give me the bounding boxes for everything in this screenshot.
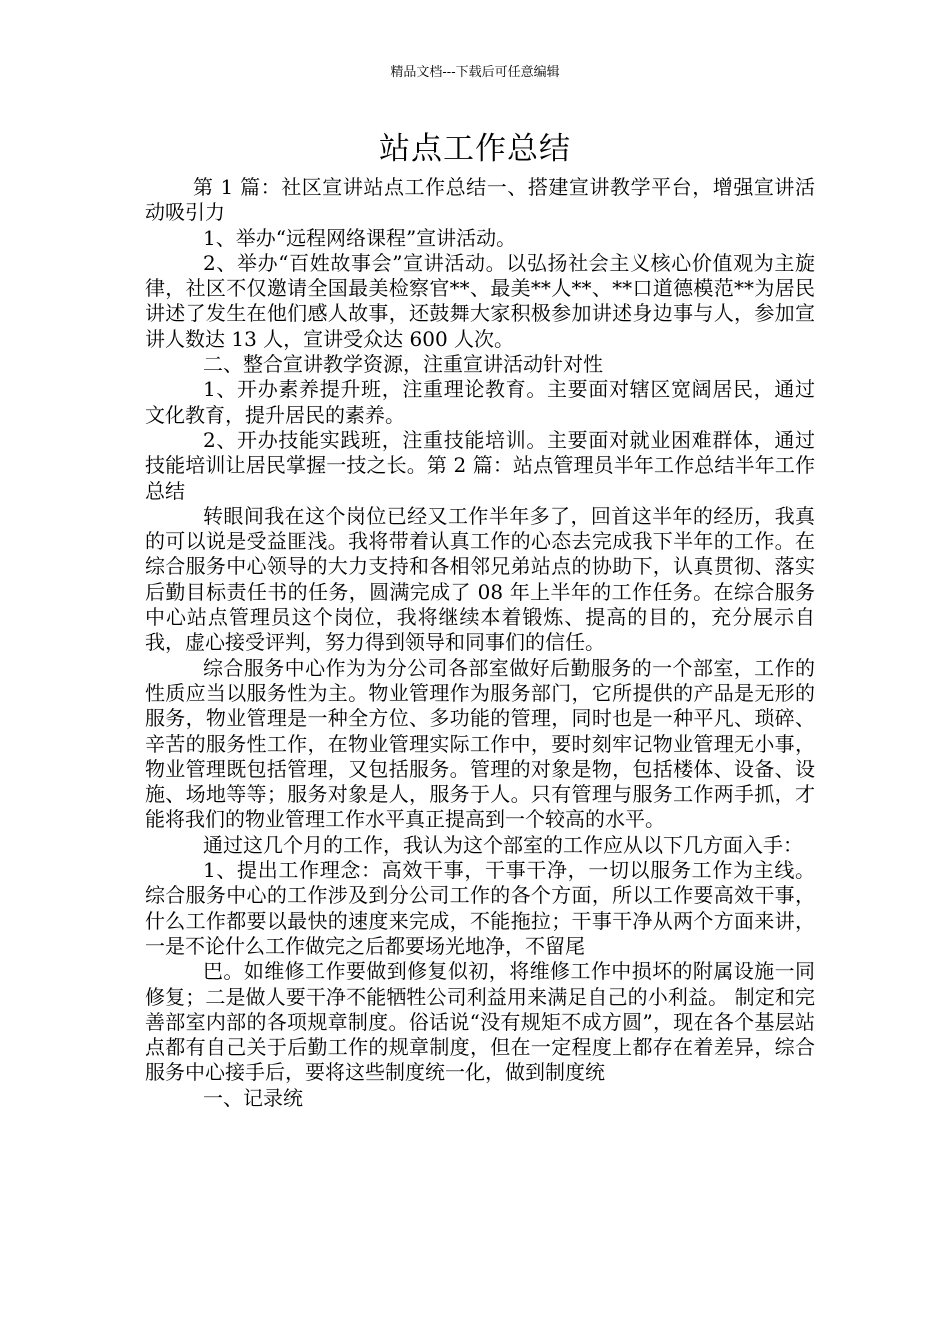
document-title: 站点工作总结 — [379, 131, 571, 167]
paragraph-12: 一、记录统 — [203, 1085, 303, 1110]
paragraph-3: 2、举办“百姓故事会”宣讲活动。以弘扬社会主义核心价值观为主旋律，社区不仅邀请全国最美检察官**、最美**人**、**口道德模范**为居民讲述了发生在他们感人故事，还鼓舞大家积极参加讲述身边事与人，参加宣讲人数达 13 人，宣讲受众达 600 人次。 — [145, 250, 815, 351]
page-header: 精品文档---下载后可任意编辑 — [390, 65, 560, 80]
document-body — [145, 175, 815, 1111]
paragraph-10: 1、提出工作理念：高效干事，干事干净，一切以服务工作为主线。综合服务中心的工作涉及到分公司工作的各个方面，所以工作要高效干事，什么工作都要以最快的速度来完成，不能拖拉；干事干净从两个方面来讲，一是不论什么工作做完之后都要场光地净，不留尾 — [145, 858, 815, 958]
paragraph-4: 二、整合宣讲教学资源，注重宣讲活动针对性 — [203, 352, 603, 377]
paragraph-6: 2、开办技能实践班，注重技能培训。主要面对就业困难群体，通过技能培训让居民掌握一技之长。第 2 篇：站点管理员半年工作总结半年工作总结 — [145, 427, 815, 503]
paragraph-1: 第 1 篇：社区宣讲站点工作总结一、搭建宣讲教学平台，增强宣讲活动吸引力 — [145, 175, 815, 225]
paragraph-11: 巴。如维修工作要做到修复似初，将维修工作中损坏的附属设施一同修复；二是做人要干净不能牺牲公司利益用来满足自己的小利益。 制定和完善部室内部的各项规章制度。俗话说“没有规矩不成方圆”，现在各个基层站点都有自己关于后勤工作的规章制度，但在一定程度上都存在着差异，综合服务中心接手后，要将这些制度统一化，做到制度统 — [145, 959, 815, 1085]
paragraph-9: 通过这几个月的工作，我认为这个部室的工作应从以下几方面入手： — [203, 832, 803, 857]
paragraph-7: 转眼间我在这个岗位已经又工作半年多了，回首这半年的经历，我真的可以说是受益匪浅。我将带着认真工作的心态去完成我下半年的工作。在综合服务中心领导的大力支持和各相邻兄弟站点的协助下，认真贯彻、落实后勤目标责任书的任务，圆满完成了 08 年上半年的工作任务。在综合服务中心站点管理员这个岗位，我将继续本着锻炼、提高的目的，充分展示自我，虚心接受评判，努力得到领导和同事们的信任。 — [145, 503, 815, 655]
paragraph-8: 综合服务中心作为为分公司各部室做好后勤服务的一个部室，工作的性质应当以服务性为主。物业管理作为服务部门，它所提供的产品是无形的服务，物业管理是一种全方位、多功能的管理，同时也是一种平凡、琐碎、辛苦的服务性工作，在物业管理实际工作中，要时刻牢记物业管理无小事，物业管理既包括管理，又包括服务。管理的对象是物，包括楼体、设备、设施、场地等等；服务对象是人，服务于人。只有管理与服务工作两手抓，才能将我们的物业管理工作水平真正提高到一个较高的水平。 — [145, 655, 815, 832]
paragraph-5: 1、开办素养提升班，注重理论教育。主要面对辖区宽阔居民，通过文化教育，提升居民的素养。 — [145, 377, 815, 427]
paragraph-2: 1、举办“远程网络课程”宣讲活动。 — [203, 225, 517, 250]
